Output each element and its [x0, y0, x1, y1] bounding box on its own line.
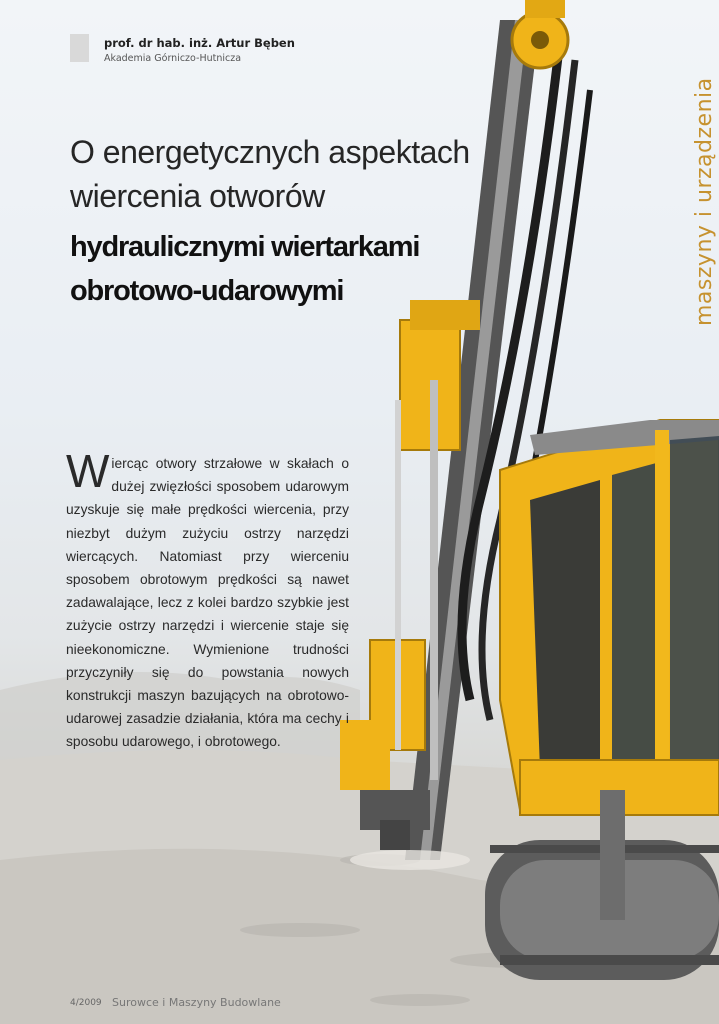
issue-number: 4/2009 [70, 998, 102, 1008]
author-affiliation: Akademia Górniczo-Hutnicza [104, 53, 242, 64]
section-tag: maszyny i urządzenia [692, 77, 717, 326]
title-bold-line-1: hydraulicznymi wiertarkami [70, 231, 420, 263]
article-title-bold [70, 225, 419, 313]
article-title-light [70, 130, 470, 218]
lead-text: iercąc otwory strzałowe w skałach o dużej zwięzłości sposobem udarowym uzyskuje się małe prędkości wiercenia, przy niezbyt dużym zużyciu ostrzy narzędzi wiercących. Natomiast przy wierceniu sposobem obrotowym prędkości są nawet zadawalające, lecz z kolei bardzo szybkie jest zużycie ostrzy narzędzi i wiercenie staje się nieekonomiczne. Wymienione trudności przyczyniły się do powstania nowych konstrukcji maszyn bazujących na obrotowo-udarowej zasadzie działania, która ma cechy i sposobu udarowego, i obrotowego. [66, 456, 349, 750]
magazine-name: Surowce i Maszyny Budowlane [112, 996, 281, 1009]
title-line-2: wiercenia otworów [70, 178, 325, 214]
author-name: prof. dr hab. inż. Artur Bęben [104, 36, 295, 50]
lead-paragraph [66, 445, 349, 754]
author-marker [70, 34, 89, 62]
title-bold-line-2: obrotowo-udarowymi [70, 275, 344, 307]
drop-cap: W [66, 445, 110, 497]
title-line-1: O energetycznych aspektach [70, 134, 470, 170]
